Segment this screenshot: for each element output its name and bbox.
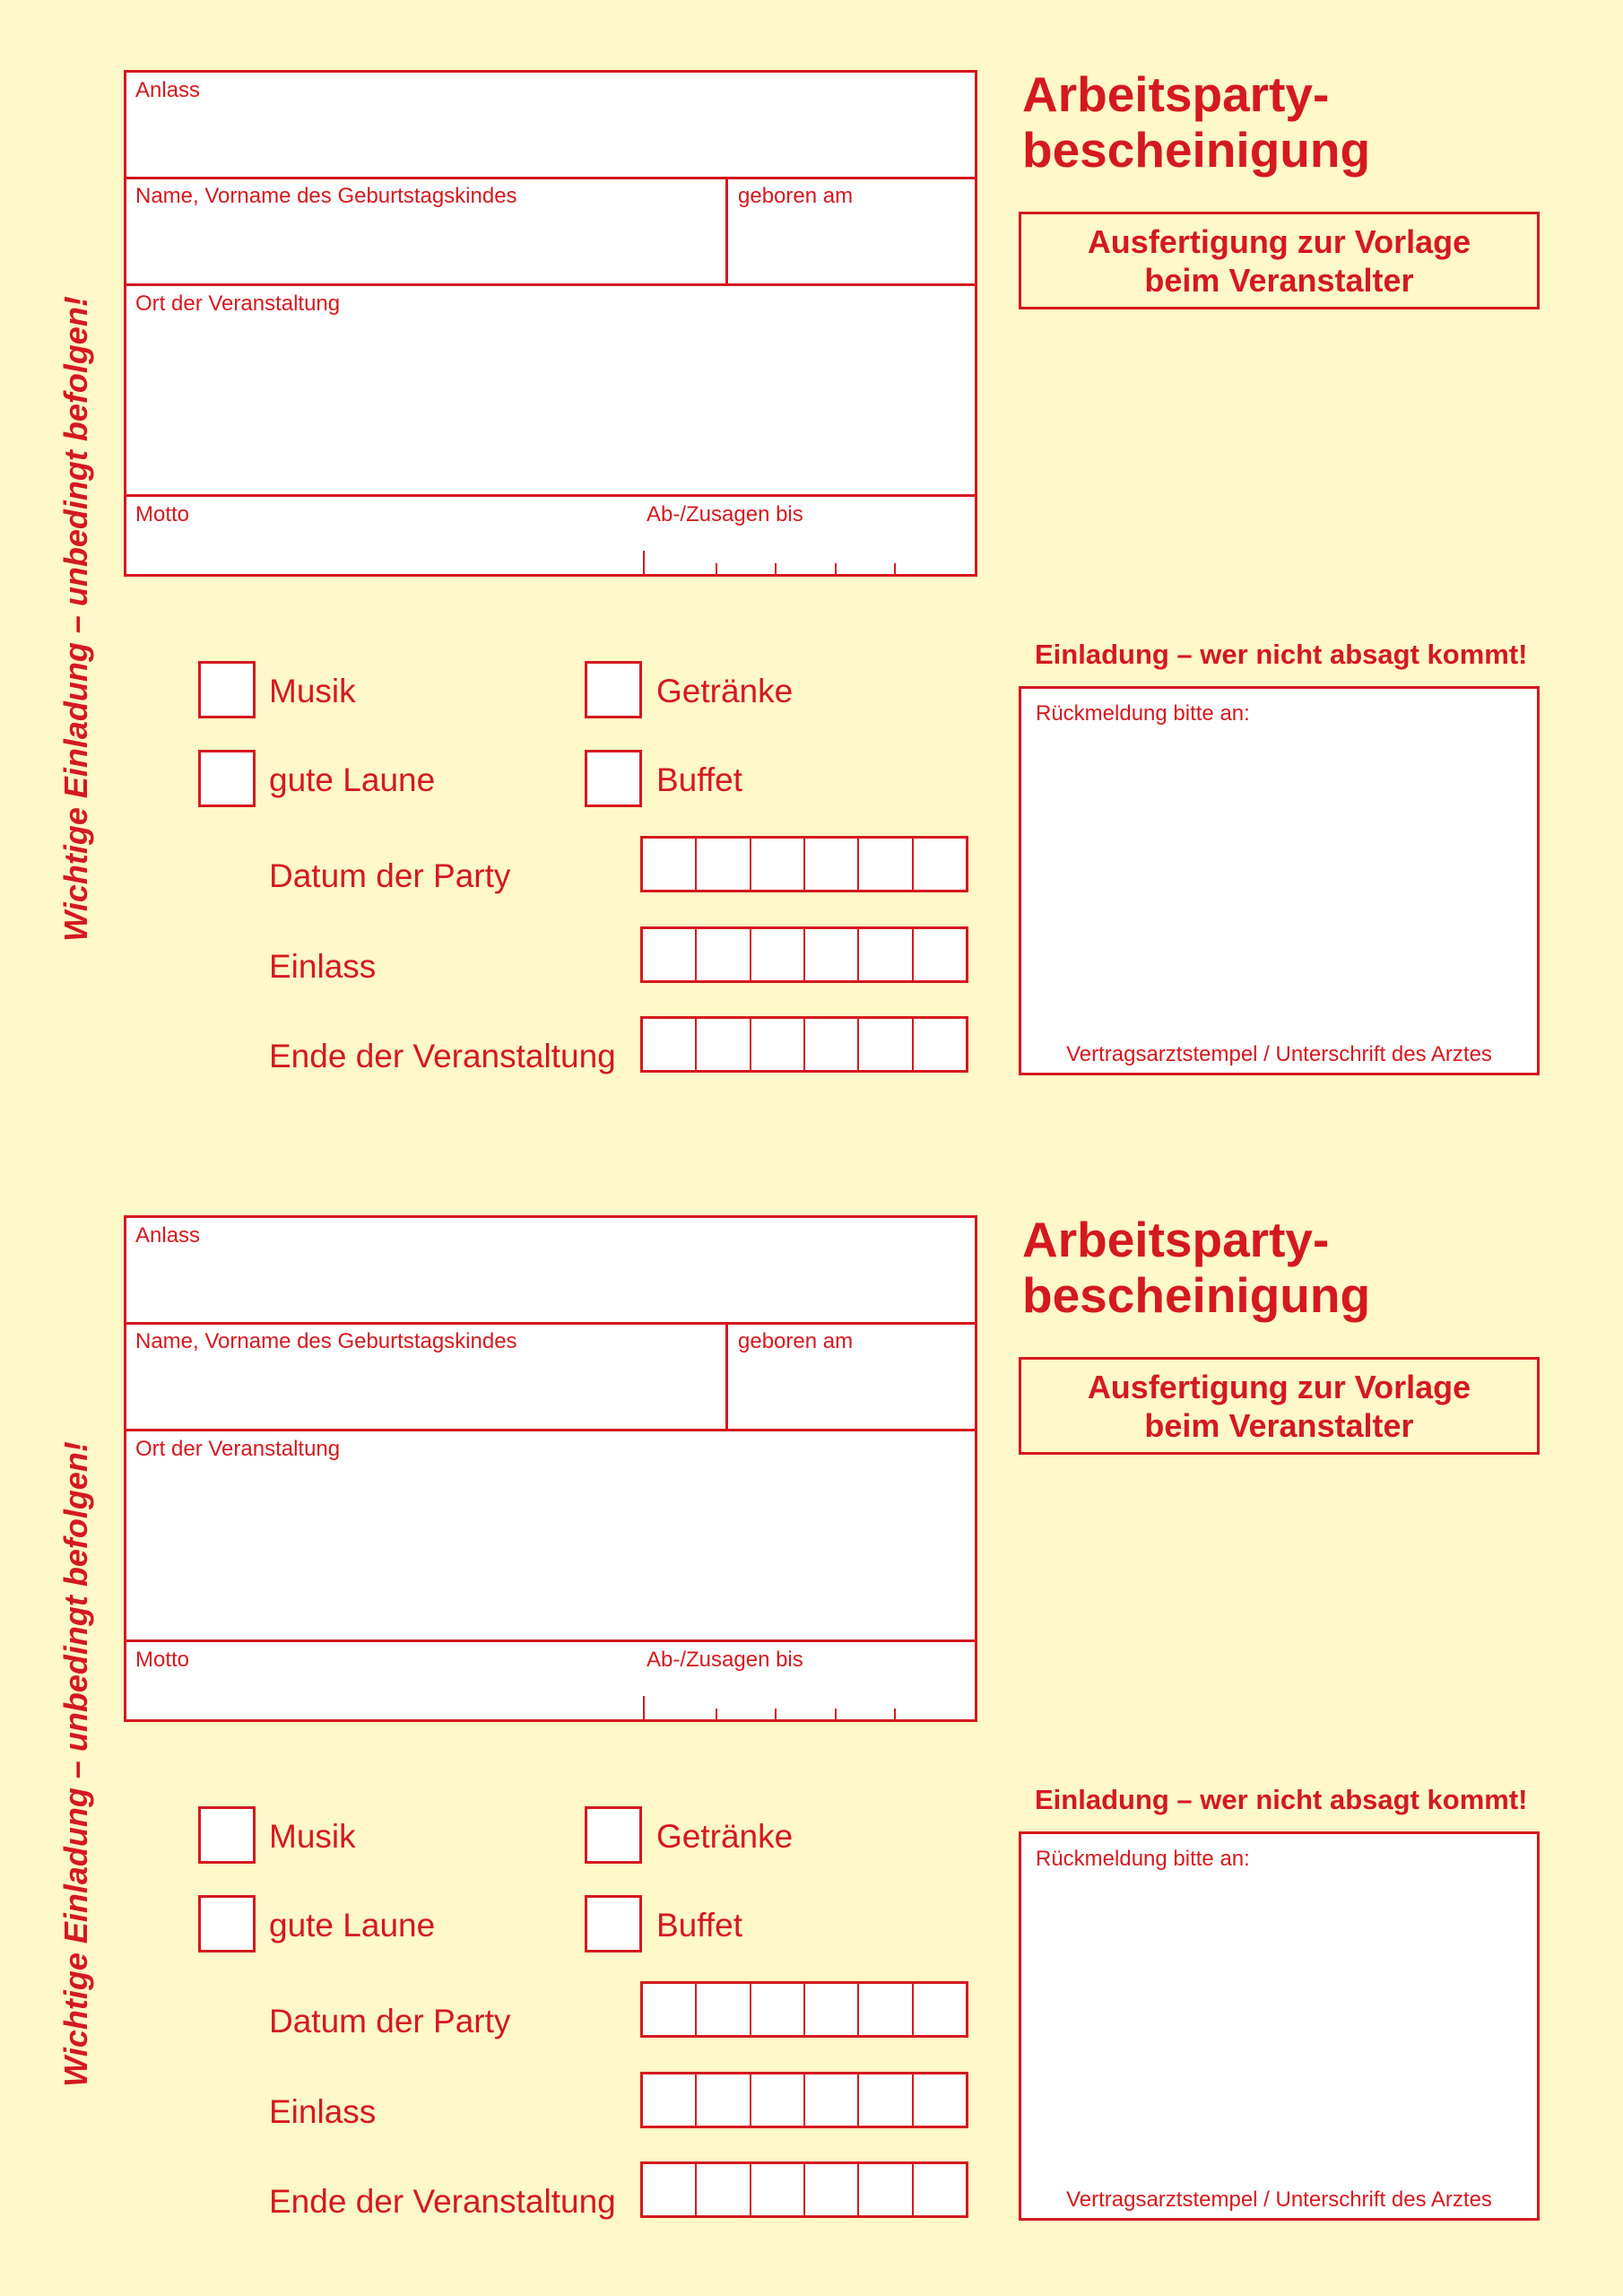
tick-mark	[643, 1696, 645, 1719]
date-cell	[697, 839, 751, 890]
divider	[126, 1639, 975, 1642]
ende-label: Ende der Veranstaltung	[269, 1038, 616, 1074]
motto-label: Motto	[135, 502, 190, 526]
divider	[725, 1322, 728, 1431]
vorlage-box	[1019, 212, 1540, 309]
party-form-top	[0, 0, 1623, 1146]
zusagen-label: Ab-/Zusagen bis	[647, 1648, 803, 1672]
date-cell	[805, 839, 859, 890]
tick-mark	[775, 563, 777, 574]
einladung-heading: Einladung – wer nicht absagt kommt!	[1035, 1784, 1528, 1815]
date-cell	[914, 2074, 966, 2126]
form-title	[1022, 1212, 1370, 1323]
divider	[126, 494, 975, 497]
gute-laune-label: gute Laune	[269, 761, 436, 798]
date-cell	[914, 2164, 966, 2215]
date-cell	[859, 1984, 913, 2035]
tick-mark	[775, 1709, 777, 1719]
date-cell	[643, 2074, 697, 2126]
vorlage-line-2: beim Veranstalter	[1144, 261, 1414, 299]
form-title	[1022, 66, 1370, 178]
geboren-label: geboren am	[738, 184, 854, 208]
tick-mark	[716, 563, 717, 574]
divider	[126, 1429, 975, 1431]
party-form-bottom	[0, 1145, 1623, 2292]
musik-label: Musik	[269, 673, 356, 709]
side-warning-text: Wichtige Einladung – unbedingt befolgen!	[57, 296, 94, 942]
ende-time-field[interactable]	[640, 2161, 968, 2218]
divider	[126, 283, 975, 286]
date-cell	[751, 2074, 805, 2126]
zusagen-label: Ab-/Zusagen bis	[647, 502, 803, 526]
getraenke-label: Getränke	[656, 1818, 794, 1855]
date-cell	[805, 2074, 859, 2126]
date-cell	[914, 1019, 966, 1070]
date-cell	[805, 929, 859, 980]
date-cell	[697, 2164, 751, 2215]
date-cell	[859, 2164, 913, 2215]
date-cell	[859, 929, 913, 980]
vorlage-box	[1019, 1357, 1540, 1455]
rueckmeldung-box[interactable]	[1019, 1831, 1540, 2221]
musik-label: Musik	[269, 1818, 356, 1855]
date-cell	[643, 1019, 697, 1070]
date-cell	[859, 2074, 913, 2126]
ort-label: Ort der Veranstaltung	[135, 291, 341, 316]
date-cell	[859, 1019, 913, 1070]
date-cell	[643, 2164, 697, 2215]
date-cell	[751, 1019, 805, 1070]
date-cell	[751, 929, 805, 980]
divider	[725, 177, 728, 285]
vorlage-line-1: Ausfertigung zur Vorlage	[1087, 1368, 1471, 1405]
date-cell	[643, 839, 697, 890]
einlass-time-field[interactable]	[640, 926, 968, 983]
stempel-label: Vertragsarztstempel / Unterschrift des Arztes	[1066, 2187, 1492, 2212]
date-cell	[914, 1984, 966, 2035]
vorlage-line-2: beim Veranstalter	[1144, 1406, 1414, 1444]
tick-mark	[835, 1709, 837, 1719]
gute-laune-checkbox[interactable]	[198, 1895, 256, 1952]
title-line-1: Arbeitsparty-	[1022, 1212, 1330, 1267]
datum-date-field[interactable]	[640, 1981, 968, 2038]
title-line-1: Arbeitsparty-	[1022, 66, 1330, 122]
einlass-time-field[interactable]	[640, 2072, 968, 2128]
musik-checkbox[interactable]	[198, 661, 256, 718]
tick-mark	[894, 1709, 896, 1719]
date-cell	[643, 929, 697, 980]
rueckmeldung-box[interactable]	[1019, 686, 1540, 1075]
motto-label: Motto	[135, 1648, 190, 1672]
ort-label: Ort der Veranstaltung	[135, 1437, 341, 1461]
name-label: Name, Vorname des Geburtstagskindes	[135, 1329, 517, 1353]
ende-label: Ende der Veranstaltung	[269, 2183, 616, 2220]
musik-checkbox[interactable]	[198, 1806, 256, 1864]
date-cell	[805, 2164, 859, 2215]
tick-mark	[835, 563, 837, 574]
getraenke-label: Getränke	[656, 673, 794, 709]
geboren-label: geboren am	[738, 1329, 854, 1353]
getraenke-checkbox[interactable]	[585, 661, 642, 718]
datum-label: Datum der Party	[269, 857, 511, 894]
gute-laune-checkbox[interactable]	[198, 750, 256, 807]
ende-time-field[interactable]	[640, 1016, 968, 1073]
buffet-checkbox[interactable]	[585, 1895, 642, 1952]
tick-mark	[716, 1709, 717, 1719]
vorlage-line-1: Ausfertigung zur Vorlage	[1087, 222, 1471, 260]
date-cell	[697, 929, 751, 980]
buffet-label: Buffet	[656, 1907, 743, 1944]
anlass-label: Anlass	[135, 1223, 201, 1248]
date-cell	[859, 839, 913, 890]
side-warning-text: Wichtige Einladung – unbedingt befolgen!	[57, 1441, 94, 2087]
einlass-label: Einlass	[269, 2093, 377, 2130]
anlass-label: Anlass	[135, 78, 201, 102]
name-label: Name, Vorname des Geburtstagskindes	[135, 184, 517, 208]
date-cell	[697, 1019, 751, 1070]
date-cell	[751, 2164, 805, 2215]
datum-label: Datum der Party	[269, 2003, 511, 2039]
einladung-heading: Einladung – wer nicht absagt kommt!	[1035, 639, 1528, 670]
datum-date-field[interactable]	[640, 836, 968, 892]
buffet-label: Buffet	[656, 761, 743, 798]
rueckmeldung-label: Rückmeldung bitte an:	[1036, 701, 1250, 726]
gute-laune-label: gute Laune	[269, 1907, 436, 1944]
date-cell	[914, 839, 966, 890]
fields-block	[124, 1215, 977, 1722]
einlass-label: Einlass	[269, 948, 377, 985]
date-cell	[751, 1984, 805, 2035]
date-cell	[697, 2074, 751, 2126]
title-line-2: bescheinigung	[1022, 1267, 1371, 1323]
tick-mark	[894, 563, 896, 574]
fields-block	[124, 70, 977, 577]
buffet-checkbox[interactable]	[585, 750, 642, 807]
date-cell	[643, 1984, 697, 2035]
rueckmeldung-label: Rückmeldung bitte an:	[1036, 1847, 1250, 1871]
getraenke-checkbox[interactable]	[585, 1806, 642, 1864]
date-cell	[805, 1984, 859, 2035]
divider	[126, 1322, 975, 1325]
title-line-2: bescheinigung	[1022, 122, 1371, 178]
date-cell	[697, 1984, 751, 2035]
date-cell	[751, 839, 805, 890]
divider	[126, 177, 975, 179]
tick-mark	[643, 551, 645, 574]
date-cell	[914, 929, 966, 980]
stempel-label: Vertragsarztstempel / Unterschrift des Arztes	[1066, 1042, 1492, 1066]
date-cell	[805, 1019, 859, 1070]
